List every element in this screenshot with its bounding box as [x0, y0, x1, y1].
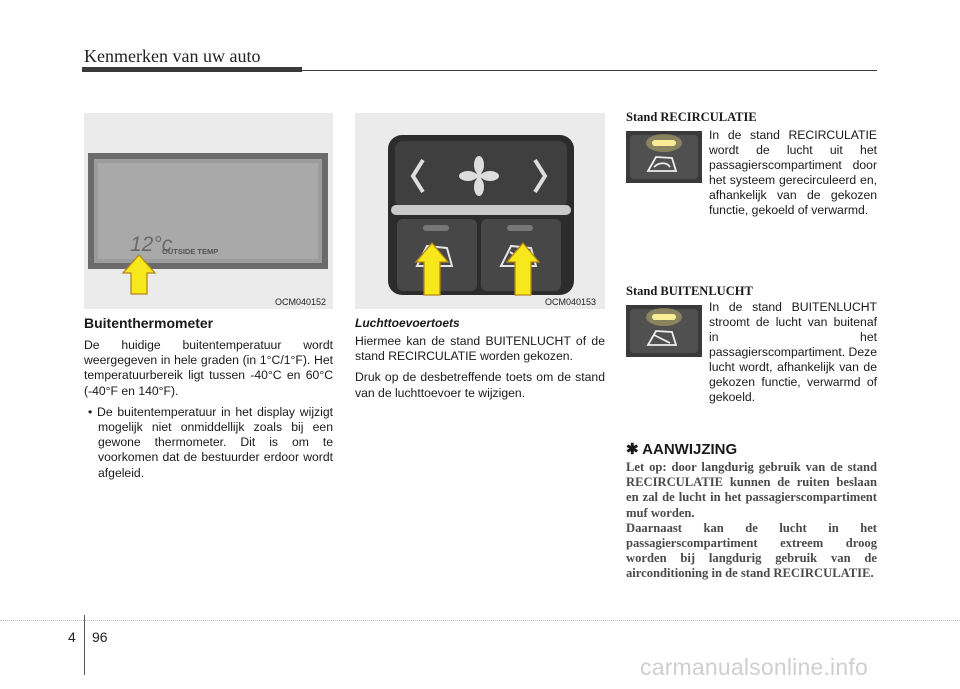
note-body	[626, 460, 877, 582]
temp-display-illustration	[84, 113, 333, 309]
recirculation-heading: Stand RECIRCULATIE	[626, 110, 757, 124]
chapter-number: 4	[68, 629, 76, 645]
air-intake-panel-illustration	[355, 113, 605, 309]
thermometer-paragraph: De huidige buitentemperatuur wordt weergegeven in hele graden (in 1°C/1°F). Het temperatuurbereik ligt tussen -40°C en 60°C (-40°F en 140°F).	[84, 338, 333, 398]
section-heading-thermometer: Buitenthermometer	[84, 315, 214, 331]
page-number: 96	[92, 629, 108, 645]
header-rule-thick	[82, 67, 302, 72]
air-intake-buttons-image	[355, 113, 605, 309]
temp-value-text: 12°c	[130, 233, 173, 256]
air-intake-paragraph-1: Hiermee kan de stand BUITENLUCHT of de stand RECIRCULATIE worden gekozen.	[355, 334, 605, 364]
watermark: carmanualsonline.info	[640, 654, 868, 680]
air-intake-paragraph-2: Druk op de desbetreffende toets om de stand van de luchttoevoer te wijzigen.	[355, 370, 605, 400]
outside-air-icon-box	[626, 305, 702, 357]
outside-temp-label: OUTSIDE TEMP	[162, 247, 219, 256]
note-paragraph-1: Let op: door langdurig gebruik van de stand RECIRCULATIE kunnen de ruiten beslaan en zal de lucht in het passagierscompartiment muf worden.	[626, 460, 877, 520]
footer-dotted-line	[0, 620, 960, 622]
air-intake-body	[355, 334, 605, 407]
footer-divider	[84, 615, 85, 675]
thermometer-body	[84, 338, 333, 487]
recirculation-text: In de stand RECIRCULATIE wordt de lucht uit het passagierscompartiment door het systeem gerecirculeerd en, afhankelijk van de gekozen functie, gekoeld of verwarmd.	[709, 128, 877, 217]
outside-air-heading: Stand BUITENLUCHT	[626, 284, 753, 298]
figure-caption-left: OCM040152	[275, 297, 327, 307]
outside-air-text: In de stand BUITENLUCHT stroomt de lucht van buitenaf in het passagierscompartiment. Deze lucht wordt, afhankelijk van de gekozen functie, verwarmd of gekoeld.	[709, 300, 877, 404]
section-heading-air-intake: Luchttoevoertoets	[355, 316, 460, 330]
outside-temp-display-image	[84, 113, 333, 309]
header-rule-thin	[302, 70, 877, 71]
figure-caption-middle: OCM040153	[545, 297, 597, 307]
thermometer-bullet: • De buitentemperatuur in het display wijzigt mogelijk niet onmiddellijk zoals bij een gewone thermometer. Dit is om te voorkomen dat de bestuurder erdoor wordt afgeleid.	[88, 404, 333, 480]
header-title: Kenmerken van uw auto	[84, 46, 261, 66]
note-title: ✱ AANWIJZING	[626, 441, 738, 458]
note-paragraph-2: Daarnaast kan de lucht in het passagierscompartiment extreem droog worden bij langdurig gebruik van de airconditioning in de stand RECIRCULATIE.	[626, 520, 877, 581]
recirculation-icon-box	[626, 131, 702, 183]
